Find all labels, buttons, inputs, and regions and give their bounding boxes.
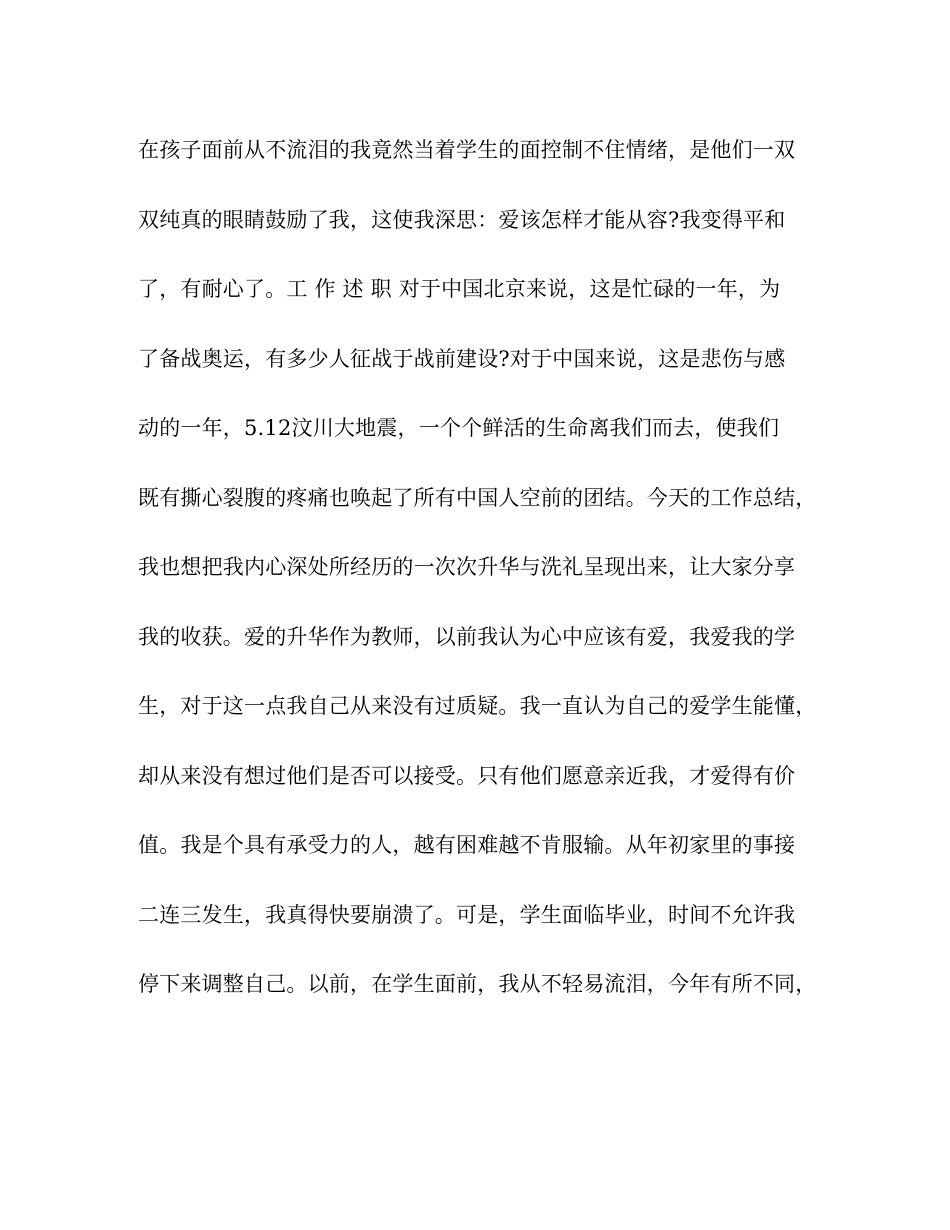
text-line: 生，对于这一点我自己从来没有过质疑。我一直认为自己的爱学生能懂， <box>138 694 817 718</box>
text-line: 却从来没有想过他们是否可以接受。只有他们愿意亲近我，才爱得有价 <box>138 763 796 788</box>
text-line: 双纯真的眼睛鼓励了我，这使我深思：爱该怎样才能从容?我变得平和 <box>138 207 786 232</box>
text-line: 停下来调整自己。以前，在学生面前，我从不轻易流泪，今年有所不同， <box>138 972 817 996</box>
body-text <box>138 138 828 1042</box>
text-line: 在孩子面前从不流泪的我竟然当着学生的面控制不住情绪，是他们一双 <box>138 138 796 162</box>
text-line: 了，有耐心了。工 作 述 职 对于中国北京来说，这是忙碌的一年，为 <box>138 277 781 301</box>
text-line: 了备战奥运，有多少人征战于战前建设?对于中国来说，这是悲伤与感 <box>138 346 786 371</box>
text-line: 值。我是个具有承受力的人，越有困难越不肯服输。从年初家里的事接 <box>138 833 796 857</box>
text-line: 二连三发生，我真得快要崩溃了。可是，学生面临毕业，时间不允许我 <box>138 902 796 927</box>
text-line: 既有撕心裂腹的疼痛也唤起了所有中国人空前的团结。今天的工作总结， <box>138 485 817 510</box>
text-line: 我也想把我内心深处所经历的一次次升华与洗礼呈现出来，让大家分享 <box>138 555 796 579</box>
text-line: 我的收获。爱的升华作为教师，以前我认为心中应该有爱，我爱我的学 <box>138 624 796 649</box>
text-line: 动的一年，5.12汶川大地震，一个个鲜活的生命离我们而去，使我们 <box>138 416 780 440</box>
